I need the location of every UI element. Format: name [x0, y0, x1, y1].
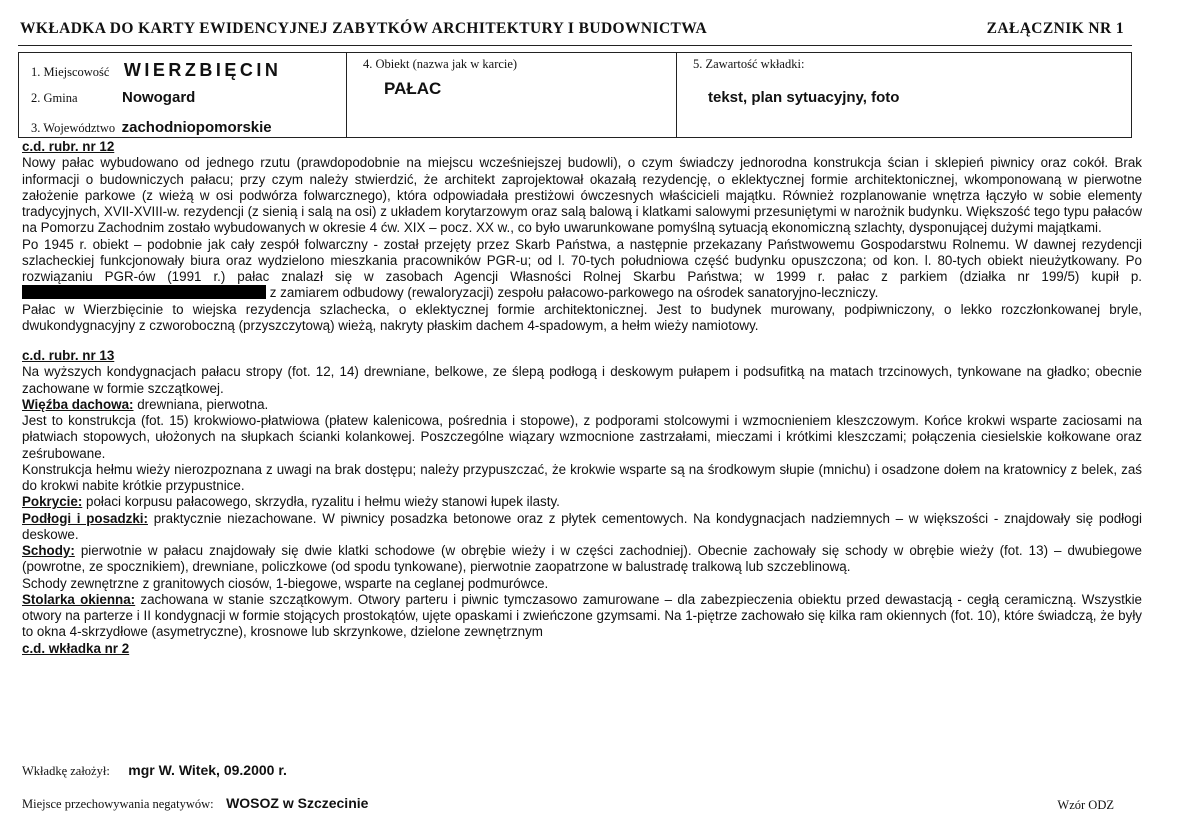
form-model: Wzór ODZ [1057, 798, 1114, 812]
paragraph-tower-helm: Konstrukcja hełmu wieży nierozpoznana z uwagi na brak dostępu; należy przypuszczać, że krokwie wsparte są na środkowym słupie (mnichu) i osadzone dołem na kratownicy z belek, zaś do krokwi nabite krótkie przypustnice. [22, 461, 1142, 493]
paragraph-history: Nowy pałac wybudowano od jednego rzutu (prawdopodobnie na miejscu wcześniejszej budowli), o czym świadczy jednorodna konstrukcja ścian i sklepień piwnicy oraz cokół. Brak informacji o budowniczych pałacu; przy czym należy stwierdzić, że architekt zaprojektował okazałą rezydencję, o eklektycznej formie architektonicznej, wkomponowaną w pierwotne założenie parkowe (z wieżą w osi podwórza folwarcznego), która odpowiadała prestiżowi ówczesnych właścicieli majątku. Również rozplanowanie wnętrza łączyło w sobie elementy tradycyjnych, XVII-XVIII-w. rezydencji (z sienią i salą na osi) z układem korytarzowym oraz salą balową i klatkami salowymi przesuniętymi w narożnik budynku. Większość tego typu pałaców na Pomorzu Zachodnim zostało wybudowanych w okresie 4 ćw. XIX – pocz. XX w., co było uwarunkowane pomyślną sytuacją ekonomiczną szlachty, dysponującej dużymi majątkami. [22, 155, 1142, 236]
roofing-label: Pokrycie: [22, 494, 83, 510]
paragraph-windows [22, 592, 1142, 641]
voivodeship-field [31, 119, 272, 137]
locality-value: WIERZBIĘCIN [123, 60, 282, 80]
paragraph-outer-stairs: Schody zewnętrzne z granitowych ciosów, 1-biegowe, wsparte na ceglanej podmurówce. [22, 575, 549, 591]
document-title: WKŁADKA DO KARTY EWIDENCYJNEJ ZABYTKÓW ARCHITEKTURY I BUDOWNICTWA [20, 20, 708, 37]
section-gap [22, 334, 1142, 348]
roofing-text: połaci korpusu pałacowego, skrzydła, ryzalitu i hełmu wieży stanowi łupek ilasty. [82, 494, 560, 510]
paragraph-roof-truss [22, 397, 1142, 413]
author-label: Wkładkę założył: [22, 764, 110, 778]
continuation-note: c.d. wkładka nr 2 [22, 640, 130, 656]
paragraph-ceilings: Na wyższych kondygnacjach pałacu stropy (fot. 12, 14) drewniane, belkowe, ze ślepą podłogą i deskowym pułapem i podsufitką na matach trzcinowych, tynkowane na gładko; obecnie zachowane w formie szczątkowej. [22, 364, 1142, 396]
footer-negatives-location [22, 795, 368, 813]
paragraph-construction: Jest to konstrukcja (fot. 15) krokwiowo-płatwiowa (płatew kalenicowa, pośrednia i stopowe), z podporami stolcowymi i wzmocnieniem kleszczowym. Końce krokwi wsparte zaciosami na płatwiach stopowych, ułożonych na słupkach ścianki kolankowej. Poszczególne wiązary wzmocnione zastrzałami, mieczami i krótkimi kleszczami; połączenia ciesielskie kołkowane oraz ześrubowane. [22, 413, 1142, 461]
document-body [22, 139, 1142, 657]
stairs-text: pierwotnie w pałacu znajdowały się dwie klatki schodowe (w obrębie wieży i w części zachodniej). Obecnie zachowały się schody w obrębie wieży (fot. 13) – dwubiegowe (powrotne, ze spocznikiem), drewniane, policzkowe (od spodu tynkowane), pierwotnie zaopatrzone w balustradę tralkową lub szczeblinową. [22, 543, 1142, 575]
roof-truss-label: Więźba dachowa: [22, 396, 134, 412]
paragraph-description: Pałac w Wierzbięcinie to wiejska rezydencja szlachecka, o eklektycznej formie architektonicznej. Jest to budynek murowany, podpiwniczony, o lekko rozczłonkowanej bryle, dwukondygnacyjny z czworoboczną (przyszczytową) wieżą, nakryty płaskim dachem 4-spadowym, a hełm wieży namiotowy. [22, 301, 1142, 333]
annex-number: ZAŁĄCZNIK NR 1 [986, 20, 1124, 37]
paragraph-post-1945 [22, 237, 1142, 302]
stairs-label: Schody: [22, 543, 75, 558]
commune-field [31, 89, 195, 107]
paragraph-stairs [22, 543, 1142, 576]
section-heading-rubr-13: c.d. rubr. nr 13 [22, 348, 115, 363]
column-divider-1 [346, 53, 347, 137]
windows-text: zachowana w stanie szczątkowym. Otwory parteru i piwnic tymczasowo zamurowane – dla zabezpieczenia obiektu przed dewastacją - cegłą ceramiczną. Wszystkie otwory na parterze i II kondygnacji w formie stojących prostokątów, ujęte opaskami i zwieńczone gzymsami. Na 1-piętrze zachowało się kilka ram okiennych (fot. 10), które świadczą, że były to okna 4-skrzydłowe (asymetryczne), krosnowe lub skrzynkowe, dzielone zewnętrznym [22, 591, 1143, 640]
voivodeship-label: 3. Województwo [31, 121, 116, 135]
metadata-box [18, 52, 1132, 138]
paragraph-floors [22, 511, 1142, 544]
object-label: 4. Obiekt (nazwa jak w karcie) [363, 57, 518, 71]
column-divider-2 [676, 53, 677, 137]
header-divider [18, 45, 1132, 46]
author-value: mgr W. Witek, 09.2000 r. [128, 762, 287, 778]
paragraph-roofing [22, 494, 1142, 510]
locality-field [31, 60, 281, 81]
section-heading-rubr-12: c.d. rubr. nr 12 [22, 139, 115, 154]
voivodeship-value: zachodniopomorskie [121, 119, 272, 136]
commune-value: Nowogard [121, 89, 196, 106]
negatives-location-value: WOSOZ w Szczecinie [226, 795, 369, 811]
contents-label: 5. Zawartość wkładki: [693, 57, 805, 71]
roof-truss-text: drewniana, pierwotna. [133, 396, 269, 412]
negatives-location-label: Miejsce przechowywania negatywów: [22, 797, 214, 811]
paragraph-post-1945-start: Po 1945 r. obiekt – podobnie jak cały zespół folwarczny - został przejęty przez Skarb Państwa, a następnie przekazany Państwowemu Gospodarstwu Rolnemu. W dawnej rezydencji szlacheckiej funkcjonowały biura oraz wydzielono mieszkania pracowników PGR-u; od l. 70-tych południowa część budynku opuszczona; od kon. l. 80-tych obiekt nieużytkowany. Po rozwiązaniu PGR-ów (1991 r.) pałac znalazł się w zasobach Agencji Własności Rolnej Skarbu Państwa; w 1999 r. pałac z parkiem (działka nr 199/5) kupił p. [22, 236, 1142, 284]
paragraph-post-1945-end: z zamiarem odbudowy (rewaloryzacji) zespołu pałacowo-parkowego na ośrodek sanatoryjno-leczniczy. [269, 285, 879, 301]
windows-label: Stolarka okienna: [22, 591, 136, 607]
footer-author [22, 762, 287, 780]
commune-label: 2. Gmina [31, 91, 78, 105]
redacted-name [22, 285, 266, 299]
floors-text: praktycznie niezachowane. W piwnicy posadzka betonowe oraz z płytek cementowych. Na kondygnacjach nadziemnych – w większości - znajdowały się podłogi deskowe. [22, 510, 1143, 542]
object-value: PAŁAC [384, 79, 442, 98]
contents-value: tekst, plan sytuacyjny, foto [708, 89, 900, 106]
floors-label: Podłogi i posadzki: [22, 510, 148, 526]
locality-label: 1. Miejscowość [31, 65, 110, 79]
